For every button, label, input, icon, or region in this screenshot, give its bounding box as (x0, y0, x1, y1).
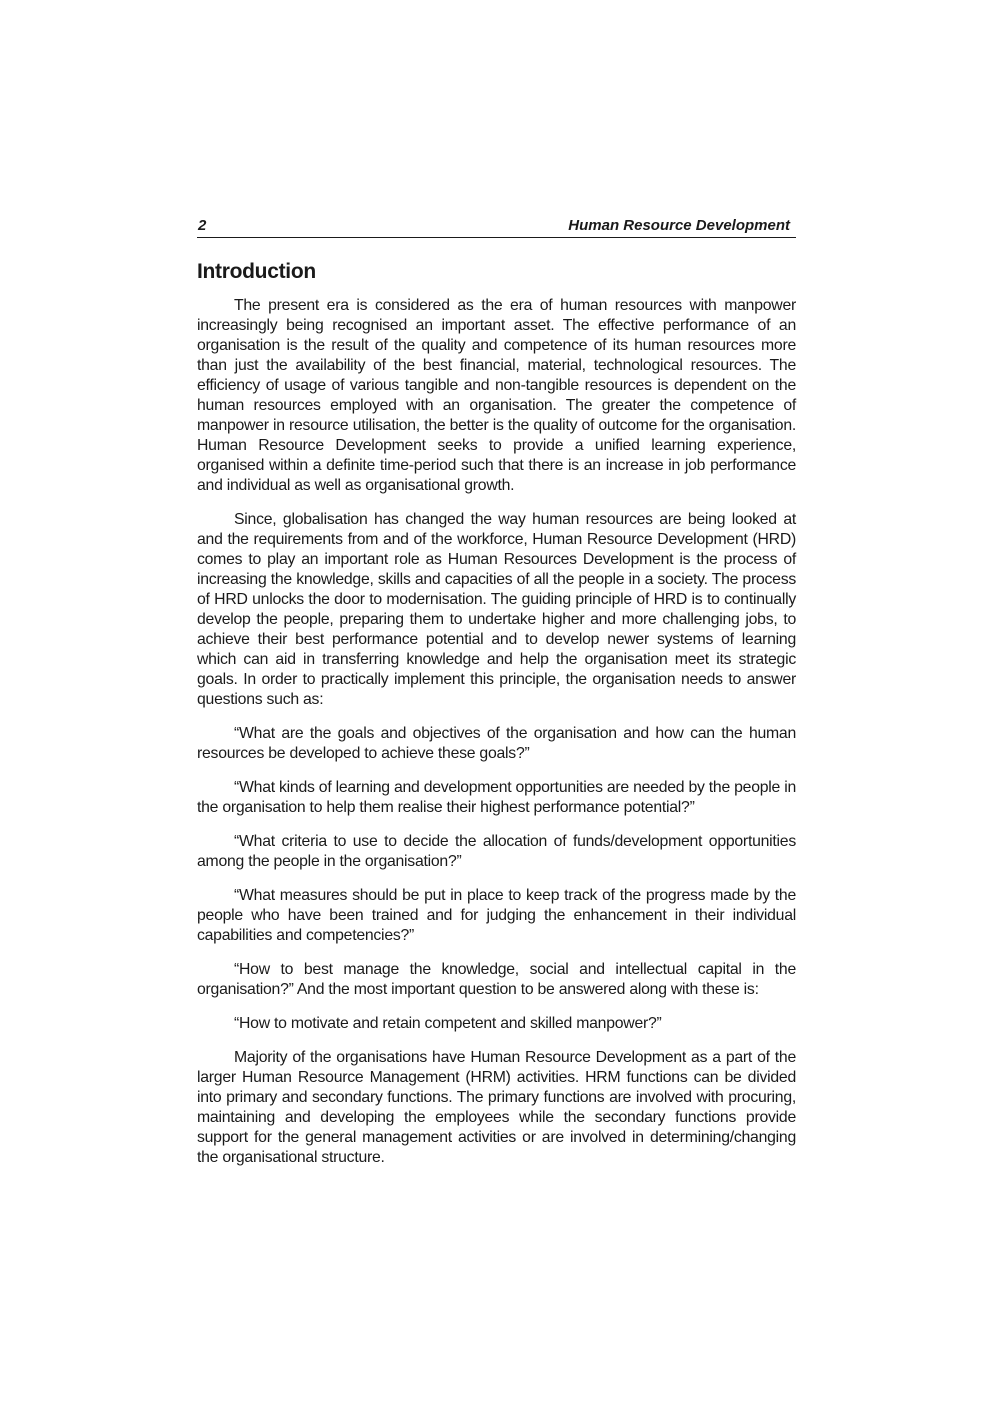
quoted-question: “What measures should be put in place to keep track of the progress made by the people who have been trained and for judging the enhancement in their individual capabilities and competencies?” (197, 887, 796, 944)
document-page (197, 216, 796, 1182)
quoted-question: “How to motivate and retain competent and skilled manpower?” (234, 1015, 662, 1032)
quoted-question: “What are the goals and objectives of the organisation and how can the human resources be developed to achieve these goals?” (197, 725, 796, 762)
quoted-question: “What kinds of learning and development opportunities are needed by the people in the organisation to help them realise their highest performance potential?” (197, 779, 796, 816)
quoted-question: “What criteria to use to decide the allocation of funds/development opportunities among the people in the organisation?” (197, 833, 796, 870)
section-heading: Introduction (197, 260, 316, 283)
paragraph: Since, globalisation has changed the way human resources are being looked at and the requirements from and of the workforce, Human Resource Development (HRD) comes to play an important role as Human Resources Development is the process of increasing the knowledge, skills and capacities of all the people in a society. The process of HRD unlocks the door to modernisation. The guiding principle of HRD is to continually develop the people, preparing them to undertake higher and more challenging jobs, to achieve their best performance potential and to develop newer systems of learning which can aid in transferring knowledge and help the organisation meet its strategic goals. In order to practically implement this principle, the organisation needs to answer questions such as: (197, 511, 796, 708)
body-text (197, 296, 796, 1168)
paragraph: Majority of the organisations have Human Resource Development as a part of the larger Human Resource Management (HRM) activities. HRM functions can be divided into primary and secondary functions. The primary functions are involved with procuring, maintaining and developing the employees while the secondary functions provide support for the general management activities or are involved in determining/changing the organisational structure. (197, 1049, 796, 1166)
running-header (197, 216, 796, 238)
paragraph: The present era is considered as the era of human resources with manpower increasingly being recognised an important asset. The effective performance of an organisation is the result of the quality and competence of its human resources more than just the availability of the best financial, material, technological resources. The efficiency of usage of various tangible and non-tangible resources is dependent on the human resources employed with an organisation. The greater the competence of manpower in resource utilisation, the better is the quality of outcome for the organisation. Human Resource Development seeks to provide a unified learning experience, organised within a definite time-period such that there is an increase in job performance and individual as well as organisational growth. (197, 297, 796, 494)
quoted-question: “How to best manage the knowledge, social and intellectual capital in the organisation?” And the most important question to be answered along with these is: (197, 961, 796, 998)
page-number: 2 (198, 217, 207, 234)
running-title: Human Resource Development (568, 217, 790, 234)
